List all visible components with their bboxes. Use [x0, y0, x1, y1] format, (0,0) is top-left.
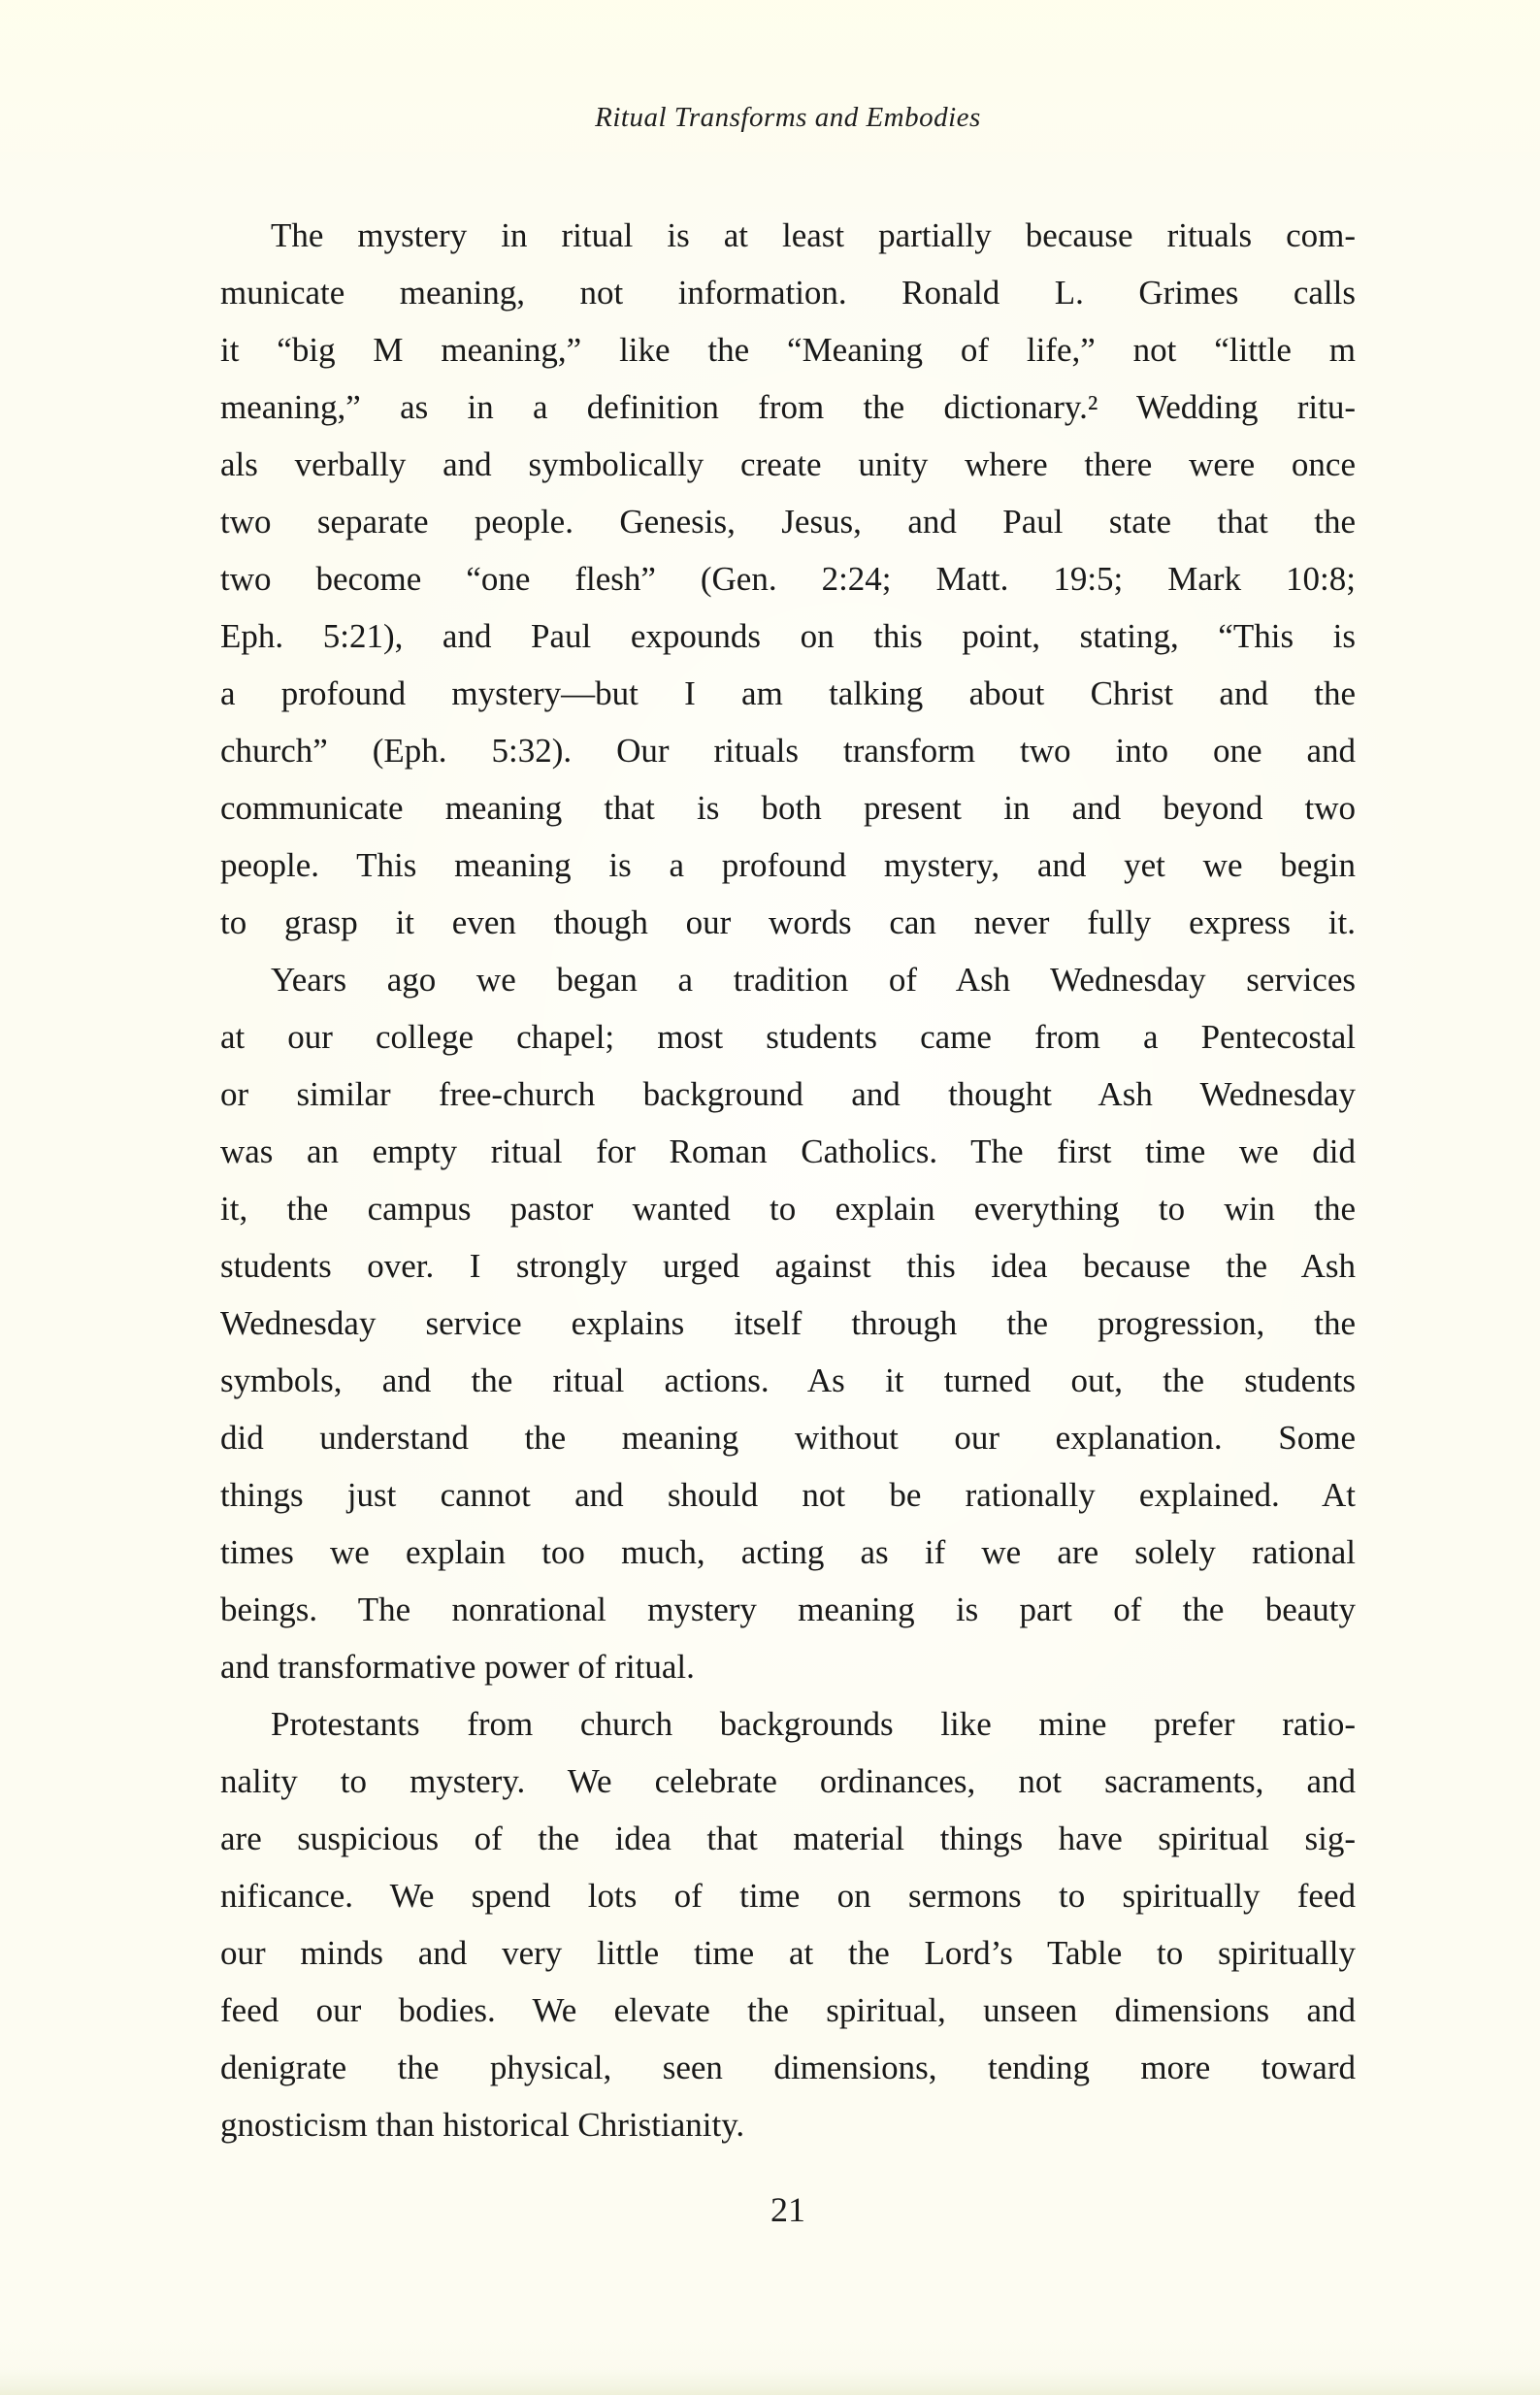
text-line: church” (Eph. 5:32). Our rituals transform two into one and [220, 732, 1356, 770]
text-line: times we explain too much, acting as if we are solely rational [220, 1533, 1356, 1571]
text-line: and transformative power of ritual. [220, 1648, 695, 1686]
text-line: nality to mystery. We celebrate ordinances, not sacraments, and [220, 1762, 1356, 1800]
text-line: our minds and very little time at the Lord’s Table to spiritually [220, 1934, 1356, 1972]
text-line: a profound mystery—but I am talking about Christ and the [220, 674, 1356, 712]
body-text [220, 207, 1356, 2153]
text-line: two become “one flesh” (Gen. 2:24; Matt. 19:5; Mark 10:8; [220, 560, 1356, 598]
text-line: The mystery in ritual is at least partially because rituals com- [271, 216, 1356, 254]
text-line: two separate people. Genesis, Jesus, and Paul state that the [220, 503, 1356, 541]
text-line: are suspicious of the idea that material things have spiritual sig- [220, 1820, 1356, 1857]
text-line: things just cannot and should not be rationally explained. At [220, 1476, 1356, 1514]
text-line: was an empty ritual for Roman Catholics. The first time we did [220, 1132, 1356, 1170]
text-line: meaning,” as in a definition from the dictionary.² Wedding ritu- [220, 388, 1356, 426]
text-line: it, the campus pastor wanted to explain everything to win the [220, 1190, 1356, 1228]
text-line: people. This meaning is a profound mystery, and yet we begin [220, 846, 1356, 884]
text-line: Protestants from church backgrounds like mine prefer ratio- [271, 1705, 1356, 1743]
text-line: communicate meaning that is both present in and beyond two [220, 789, 1356, 827]
text-line: nificance. We spend lots of time on sermons to spiritually feed [220, 1877, 1356, 1915]
text-line: to grasp it even though our words can never fully express it. [220, 903, 1356, 941]
text-line: gnosticism than historical Christianity. [220, 2106, 745, 2144]
text-line: symbols, and the ritual actions. As it turned out, the students [220, 1362, 1356, 1399]
text-line: or similar free-church background and thought Ash Wednesday [220, 1075, 1356, 1113]
text-line: did understand the meaning without our explanation. Some [220, 1419, 1356, 1457]
text-line: Eph. 5:21), and Paul expounds on this point, stating, “This is [220, 617, 1356, 655]
page-number: 21 [770, 2190, 805, 2229]
text-line: students over. I strongly urged against this idea because the Ash [220, 1247, 1356, 1285]
text-line: Years ago we began a tradition of Ash Wednesday services [271, 961, 1356, 999]
text-line: denigrate the physical, seen dimensions, tending more toward [220, 2049, 1356, 2086]
running-head: Ritual Transforms and Embodies [595, 102, 981, 133]
text-line: at our college chapel; most students came from a Pentecostal [220, 1018, 1356, 1056]
text-line: feed our bodies. We elevate the spiritual, unseen dimensions and [220, 1991, 1356, 2029]
text-line: it “big M meaning,” like the “Meaning of life,” not “little m [220, 331, 1356, 369]
text-line: Wednesday service explains itself through the progression, the [220, 1304, 1356, 1342]
text-line: municate meaning, not information. Ronald L. Grimes calls [220, 274, 1356, 312]
text-line: als verbally and symbolically create unity where there were once [220, 445, 1356, 483]
text-line: beings. The nonrational mystery meaning is part of the beauty [220, 1591, 1356, 1628]
